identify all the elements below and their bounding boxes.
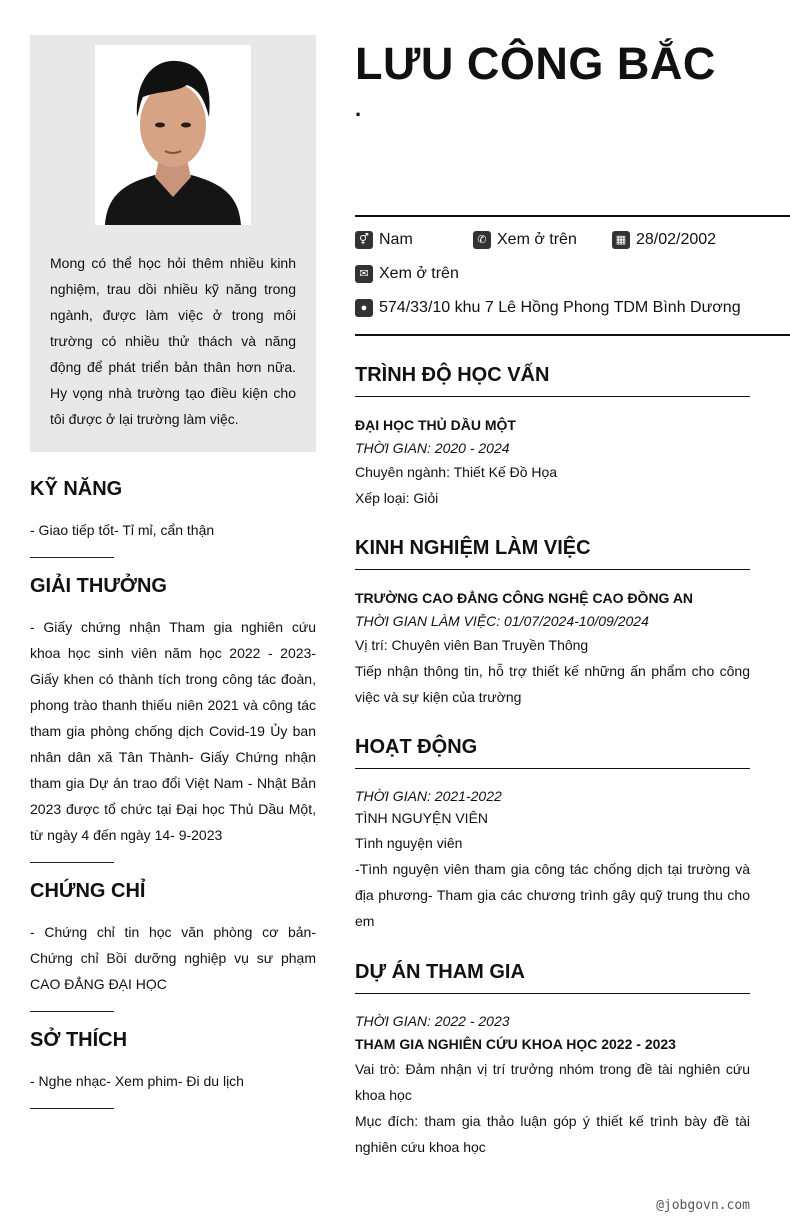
birthday-value: 28/02/2002 (636, 231, 717, 248)
hobbies-heading: SỞ THÍCH (30, 1029, 128, 1051)
contact-birthday (612, 231, 716, 249)
projects-heading: DỰ ÁN THAM GIA (355, 961, 750, 994)
phone-icon: ✆ (473, 231, 491, 249)
experience-time: THỜI GIAN LÀM VIỆC: 01/07/2024-10/09/2024 (355, 613, 649, 629)
education-rank: Xếp loại: Giỏi (355, 490, 439, 506)
hobbies-section (30, 1029, 316, 1109)
project-time: THỜI GIAN: 2022 - 2023 (355, 1013, 510, 1029)
section-divider (30, 557, 114, 558)
experience-position: Vị trí: Chuyên viên Ban Truyền Thông (355, 637, 589, 653)
certificates-heading: CHỨNG CHỈ (30, 880, 146, 902)
activities-heading: HOẠT ĐỘNG (355, 736, 750, 769)
gender-value: Nam (379, 231, 413, 248)
contact-phone (473, 231, 577, 249)
education-section (355, 364, 750, 511)
skills-section (30, 478, 316, 558)
skills-text: - Giao tiếp tốt- Tỉ mỉ, cẩn thận (30, 522, 215, 538)
certificates-section (30, 880, 316, 1012)
contact-block (355, 215, 790, 336)
section-divider (30, 1011, 114, 1012)
company-name: TRƯỜNG CAO ĐẲNG CÔNG NGHỆ CAO ĐỒNG AN (355, 590, 694, 606)
education-heading: TRÌNH ĐỘ HỌC VẤN (355, 364, 750, 397)
watermark: @jobgovn.com (656, 1198, 750, 1213)
awards-section (30, 575, 316, 863)
contact-gender (355, 231, 413, 249)
activities-time: THỜI GIAN: 2021-2022 (355, 788, 502, 804)
school-name: ĐẠI HỌC THỦ DẦU MỘT (355, 417, 516, 433)
activities-section (355, 736, 750, 934)
email-value: Xem ở trên (379, 265, 459, 282)
contact-address (355, 299, 741, 317)
contact-email (355, 265, 459, 283)
certificates-text: - Chứng chỉ tin học văn phòng cơ bản- Chứng chỉ Bồi dưỡng nghiệp vụ sư phạm CAO ĐẲNG ĐẠI HỌC (30, 924, 316, 992)
candidate-subtitle: . (355, 96, 362, 121)
project-name: THAM GIA NGHIÊN CỨU KHOA HỌC 2022 - 2023 (355, 1036, 676, 1052)
experience-heading: KINH NGHIỆM LÀM VIỆC (355, 537, 750, 570)
address-value: 574/33/10 khu 7 Lê Hồng Phong TDM Bình Dương (379, 299, 741, 316)
activities-role: Tình nguyện viên (355, 835, 463, 851)
project-purpose: Mục đích: tham gia thảo luận góp ý thiết kế trình bày đề tài nghiên cứu khoa học (355, 1113, 750, 1155)
activities-organization: TÌNH NGUYỆN VIÊN (355, 810, 489, 826)
phone-value: Xem ở trên (497, 231, 577, 248)
email-icon: ✉ (355, 265, 373, 283)
experience-section (355, 537, 750, 710)
portrait-image (95, 45, 251, 225)
projects-section (355, 961, 750, 1160)
awards-heading: GIẢI THƯỞNG (30, 575, 167, 597)
profile-photo (95, 45, 251, 225)
section-divider (30, 1108, 114, 1109)
awards-text: - Giấy chứng nhận Tham gia nghiên cứu khoa học sinh viên năm học 2022 - 2023- Giấy khen có thành tích trong công tác đoàn, phong trào thanh thiếu niên 2021 và công tác tham gia phòng chống dịch Covid-19 Ủy ban nhân dân xã Tân Thành- Giấy Chứng nhận tham gia Dự án trao đổi Việt Nam - Nhật Bản 2023 được tổ chức tại Đại học Thủ Dầu Một, từ ngày 4 đến ngày 14- 9-2023 (30, 619, 316, 843)
activities-description: -Tình nguyện viên tham gia công tác chống dịch tại trường và địa phương- Tham gia các chương trình gây quỹ trung thu cho em (355, 861, 750, 929)
section-divider (30, 862, 114, 863)
location-pin-icon: ● (355, 299, 373, 317)
skills-heading: KỸ NĂNG (30, 478, 123, 500)
experience-description: Tiếp nhận thông tin, hỗ trợ thiết kế những ấn phẩm cho công việc và sự kiện của trường (355, 663, 750, 705)
hobbies-text: - Nghe nhạc- Xem phim- Đi du lịch (30, 1073, 244, 1089)
gender-icon: ⚥ (355, 231, 373, 249)
candidate-name: LƯU CÔNG BẮC (355, 38, 716, 89)
calendar-icon: ▦ (612, 231, 630, 249)
project-role: Vai trò: Đảm nhận vị trí trưởng nhóm trong đề tài nghiên cứu khoa học (355, 1061, 750, 1103)
education-major: Chuyên ngành: Thiết Kế Đồ Họa (355, 464, 558, 480)
profile-card (30, 35, 316, 452)
career-objective: Mong có thể học hỏi thêm nhiều kinh nghiệm, trau dồi nhiều kỹ năng trong ngành, được làm việc ở trong môi trường có nhiều thử thách và năng động để phát triển bản thân hơn nữa. Hy vọng nhà trường tạo điều kiện cho tôi được ở lại trường làm việc. (50, 255, 296, 427)
education-time: THỜI GIAN: 2020 - 2024 (355, 440, 510, 456)
